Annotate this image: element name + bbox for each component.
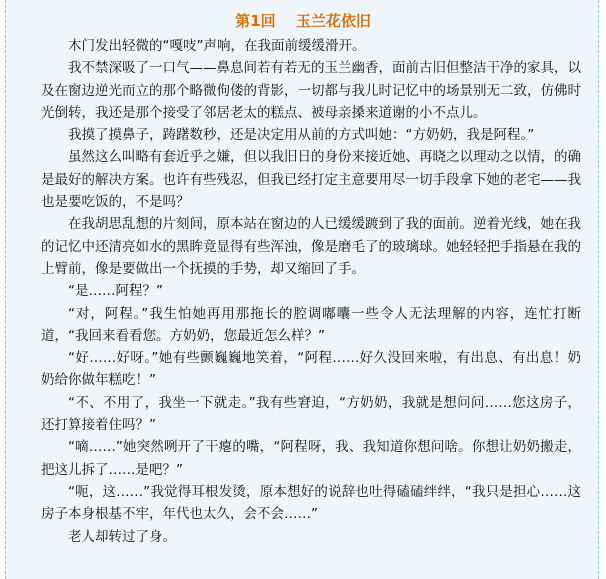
paragraph: 我摸了摸鼻子，踌躇数秒，还是决定用从前的方式叫她：“方奶奶，我是阿程。” bbox=[68, 127, 535, 144]
paragraph: “嘀……”她突然咧开了干瘪的嘴，“阿程呀，我、我知道你想问啥。你想让奶奶搬走，把这儿拆了……是吧？” bbox=[41, 439, 581, 478]
paragraph: 木门发出轻微的“嘎吱”声响，在我面前缓缓滑开。 bbox=[68, 38, 366, 54]
paragraph: 我不禁深吸了一口气——鼻息间若有若无的玉兰幽香，面前古旧但整洁干净的家具，以及在窗边逆光而立的那个略微佝偻的背影，一切都与我儿时记忆中的场景别无二致，仿佛时光倒转，我还是那个接受了邻居老太的糕点、被母亲搡来道谢的小不点儿。 bbox=[41, 60, 581, 121]
paragraph: 老人却转过了身。 bbox=[68, 528, 176, 545]
paragraph: “不、不用了，我坐一下就走。”我有些窘迫，“方奶奶，我就是想问问……您这房子，还打算接着住吗？” bbox=[41, 394, 581, 434]
paragraph: “对，阿程。”我生怕她再用那拖长的腔调嘟囔一些令人无法理解的内容，连忙打断道，“我回来看看您。方奶奶，您最近怎么样？” bbox=[41, 305, 581, 344]
paragraph: “呃，这……”我觉得耳根发烫，原本想好的说辞也吐得磕磕绊绊，“我只是担心……这房子本身根基不牢，年代也太久，会不会……” bbox=[41, 483, 581, 523]
paragraph: 虽然这么叫略有套近乎之嫌，但以我旧日的身份来接近她、再晓之以理动之以情，的确是最好的解决方案。也许有些残忍，但我已经打定主意要用尽一切手段拿下她的老宅——我也是要吃饭的，不是吗？ bbox=[41, 149, 581, 211]
paragraph: “好……好呀。”她有些颤巍巍地笑着，“阿程……好久没回来啦，有出息、有出息！奶奶给你做年糕吃！” bbox=[41, 350, 581, 389]
paragraph: 在我胡思乱想的片刻间，原本站在窗边的人已缓缓踱到了我的面前。逆着光线，她在我的记忆中还清亮如水的黑眸竟显得有些浑浊，像是磨毛了的玻璃球。她轻轻把手指悬在我的上臂前，像是要做出一个抚摸的手势，却又缩回了手。 bbox=[41, 216, 581, 277]
article-frame bbox=[5, 0, 599, 579]
paragraph: “是……阿程？” bbox=[68, 283, 163, 300]
chapter-body bbox=[41, 35, 581, 548]
chapter-title: 第1回 玉兰花依旧 bbox=[235, 12, 371, 30]
